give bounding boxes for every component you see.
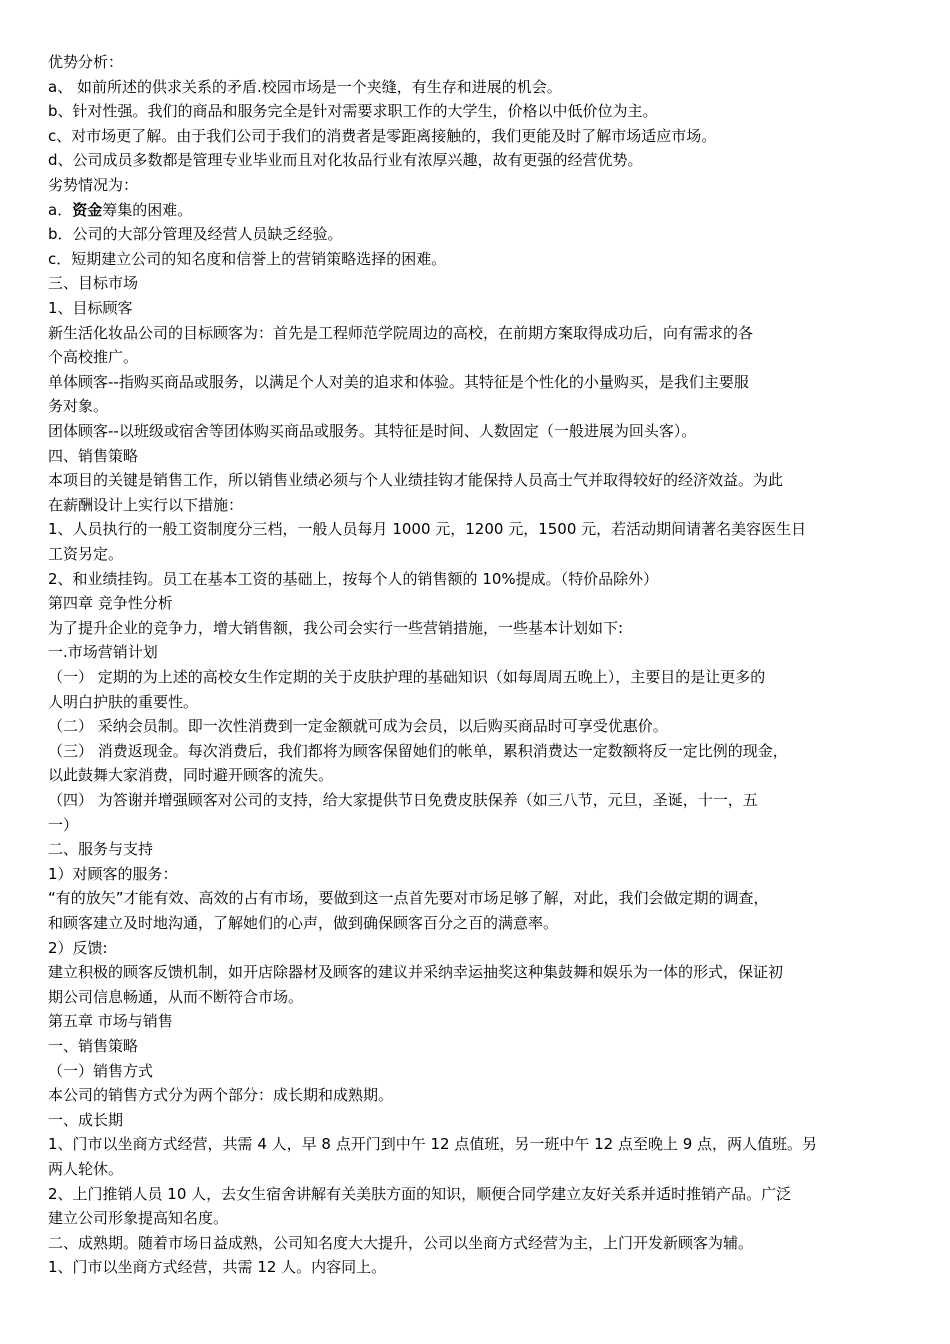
- text-line: 二、成熟期。随着市场日益成熟，公司知名度大大提升，公司以坐商方式经营为主，上门开发新顾客为辅。: [48, 1233, 754, 1252]
- text-line: （四） 为答谢并增强顾客对公司的支持，给大家提供节日免费皮肤保养（如三八节，元旦，圣诞，十一，五: [48, 791, 758, 809]
- text-line: 1、人员执行的一般工资制度分三档，一般人员每月 1000 元，1200 元，1500 元，若活动期间请著名美容医生日: [48, 520, 807, 539]
- text-line: （一）销售方式: [48, 1061, 154, 1080]
- bold-keyword: 资金: [72, 200, 103, 219]
- text-line: 一.市场营销计划: [48, 643, 158, 662]
- text-line: 1）对顾客的服务：: [48, 864, 178, 883]
- text-line: b、针对性强。我们的商品和服务完全是针对需要求职工作的大学生，价格以中低价位为主。: [48, 102, 658, 121]
- text-line: 优势分析：: [48, 53, 124, 71]
- text-line: （二） 采纳会员制。即一次性消费到一定金额就可成为会员，以后购买商品时可享受优惠价。: [48, 717, 668, 736]
- text-line: 个高校推广。: [48, 348, 139, 367]
- text-line: 二、服务与支持: [48, 840, 154, 859]
- text-line: 人明白护肤的重要性。: [48, 692, 199, 711]
- text-line: 2、上门推销人员 10 人，去女生宿舍讲解有关美肤方面的知识，顺便合同学建立友好关系并适时推销产品。广泛: [48, 1184, 792, 1203]
- text-line: 单体顾客--指购买商品或服务，以满足个人对美的追求和体验。其特征是个性化的小量购买，是我们主要服: [48, 372, 749, 391]
- text-line: 本公司的销售方式分为两个部分：成长期和成熟期。: [48, 1086, 394, 1105]
- text-line: （三） 消费返现金。每次消费后，我们都将为顾客保留她们的帐单，累积消费达一定数额将反一定比例的现金，: [48, 741, 788, 760]
- text-line: 2、和业绩挂钩。员工在基本工资的基础上，按每个人的销售额的 10%提成。（特价品除外）: [48, 569, 659, 588]
- text-line: 第五章 市场与销售: [48, 1012, 173, 1031]
- text-line: b．公司的大部分管理及经营人员缺乏经验。: [48, 225, 343, 244]
- text-line: 期公司信息畅通，从而不断符合市场。: [48, 987, 304, 1006]
- text-line: 一、销售策略: [48, 1037, 139, 1055]
- text-line: 以此鼓舞大家消费，同时避开顾客的流失。: [48, 766, 334, 785]
- text-line: 务对象。: [48, 397, 109, 416]
- text-line: 新生活化妆品公司的目标顾客为：首先是工程师范学院周边的高校，在前期方案取得成功后，向有需求的各: [48, 323, 754, 342]
- text-line: a．资金筹集的困难。: [48, 200, 193, 219]
- text-line: 两人轮休。: [48, 1160, 124, 1178]
- text-line: 劣势情况为：: [48, 176, 139, 194]
- text-line: 2）反馈:: [48, 938, 108, 957]
- text-line: c．短期建立公司的知名度和信誉上的营销策略选择的困难。: [48, 249, 447, 268]
- text-line: 第四章 竞争性分析: [48, 594, 173, 613]
- text-line: 三、目标市场: [48, 274, 139, 293]
- text-line: 本项目的关键是销售工作，所以销售业绩必须与个人业绩挂钩才能保持人员高士气并取得较好的经济效益。为此: [48, 471, 784, 490]
- text-line: 建立公司形象提高知名度。: [48, 1209, 229, 1228]
- text-line: 为了提升企业的竞争力，增大销售额，我公司会实行一些营销措施，一些基本计划如下:: [48, 618, 624, 637]
- text-line: 一、成长期: [48, 1110, 124, 1129]
- text-line: 1、门市以坐商方式经营，共需 4 人，早 8 点开门到中午 12 点值班，另一班中午 12 点至晚上 9 点，两人值班。另: [48, 1135, 818, 1154]
- text-line: “有的放矢”才能有效、高效的占有市场，要做到这一点首先要对市场足够了解，对此，我们会做定期的调查，: [48, 889, 769, 908]
- text-line: 在薪酬设计上实行以下措施：: [48, 495, 244, 514]
- text-line: 四、销售策略: [48, 446, 139, 465]
- text-line: 团体顾客--以班级或宿舍等团体购买商品或服务。其特征是时间、人数固定（一般进展为回头客）。: [48, 422, 697, 440]
- text-line: 1、门市以坐商方式经营，共需 12 人。内容同上。: [48, 1258, 387, 1277]
- text-line: 一）: [48, 815, 79, 834]
- text-line: a、 如前所述的供求关系的矛盾.校园市场是一个夹缝，有生存和进展的机会。: [48, 77, 562, 96]
- text-line: c、对市场更了解。由于我们公司于我们的消费者是零距离接触的，我们更能及时了解市场适应市场。: [48, 126, 717, 145]
- text-line: 1、目标顾客: [48, 299, 133, 317]
- text-line: 工资另定。: [48, 545, 124, 563]
- text-line: 建立积极的顾客反馈机制，如开店除器材及顾客的建议并采纳幸运抽奖这种集鼓舞和娱乐为一体的形式，保证初: [48, 963, 784, 982]
- text-line: （一） 定期的为上述的高校女生作定期的关于皮肤护理的基础知识（如每周周五晚上），主要目的是让更多的: [48, 668, 766, 686]
- text-line: d、公司成员多数都是管理专业毕业而且对化妆品行业有浓厚兴趣，故有更强的经营优势。: [48, 151, 643, 170]
- text-line: 和顾客建立及时地沟通，了解她们的心声，做到确保顾客百分之百的满意率。: [48, 914, 559, 932]
